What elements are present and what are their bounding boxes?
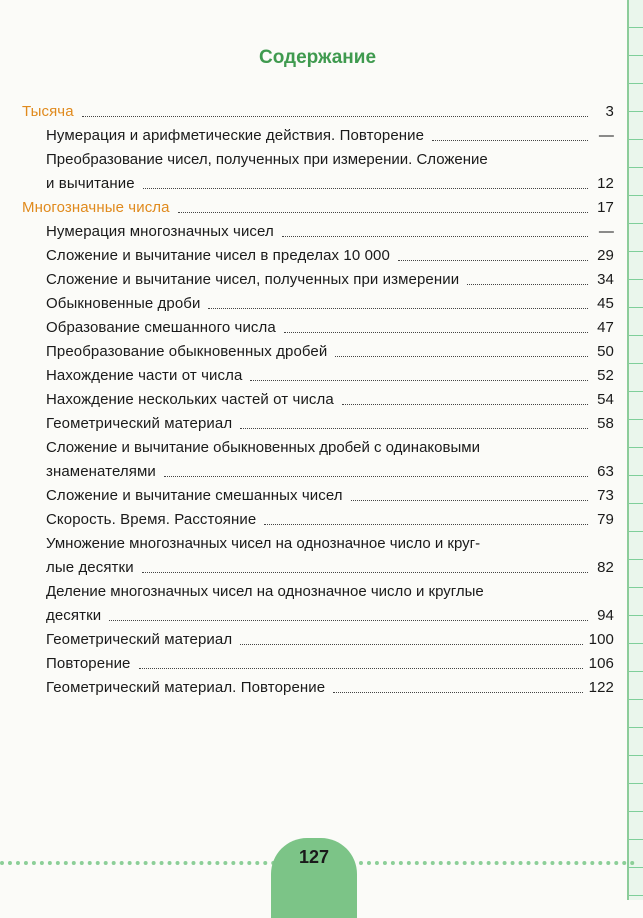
toc-entry-multiline[interactable] xyxy=(22,148,614,196)
page-number-tab xyxy=(271,838,357,918)
toc-page-number: 79 xyxy=(597,511,614,528)
toc-section-multidigit[interactable] xyxy=(22,196,614,220)
toc-entry-label: лые десятки xyxy=(46,559,134,576)
toc-entry-label: Сложение и вычитание смешанных чисел xyxy=(46,487,343,504)
dot-leader xyxy=(284,332,588,333)
page-title: Содержание xyxy=(258,47,377,68)
toc-page-number: 47 xyxy=(597,319,614,336)
toc-entry-label: Преобразование обыкновенных дробей xyxy=(46,343,328,360)
toc-entry-label: Геометрический материал xyxy=(46,631,233,648)
dot-leader xyxy=(467,284,588,285)
dot-leader xyxy=(178,212,588,213)
toc-entry-label: Нахождение части от числа xyxy=(46,367,243,384)
toc-page-number: 34 xyxy=(597,271,614,288)
toc-entry-label: знаменателями xyxy=(46,463,156,480)
dot-leader xyxy=(351,500,588,501)
dot-leader xyxy=(333,692,582,693)
toc-entry[interactable] xyxy=(22,412,614,436)
toc-entry-multiline[interactable] xyxy=(22,532,614,580)
toc-entry-label: Скорость. Время. Расстояние xyxy=(46,511,257,528)
toc-entry[interactable] xyxy=(22,628,614,652)
toc-entry[interactable] xyxy=(22,220,614,244)
toc-entry[interactable] xyxy=(22,676,614,700)
toc-entry-label: Обыкновенные дроби xyxy=(46,295,201,312)
dot-leader xyxy=(82,116,588,117)
dot-leader xyxy=(143,188,588,189)
toc-entry[interactable] xyxy=(22,124,614,148)
toc-entry[interactable] xyxy=(22,268,614,292)
toc-page-number: 82 xyxy=(597,559,614,576)
toc-entry-label: Образование смешанного числа xyxy=(46,319,276,336)
toc-entry[interactable] xyxy=(22,244,614,268)
page-number: 127 xyxy=(298,847,330,867)
toc-entry[interactable] xyxy=(22,652,614,676)
toc-entry[interactable] xyxy=(22,292,614,316)
toc-page-number: 52 xyxy=(597,367,614,384)
toc-entry-label: Многозначные числа xyxy=(22,199,170,216)
toc-page-number: — xyxy=(598,223,614,240)
toc-entry-label: Нумерация и арифметические действия. Повторение xyxy=(46,127,425,144)
dot-leader xyxy=(164,476,588,477)
dot-leader xyxy=(264,524,588,525)
dot-leader xyxy=(250,380,588,381)
toc-page-number: 94 xyxy=(597,607,614,624)
notebook-margin-strip xyxy=(627,0,643,900)
dot-leader xyxy=(282,236,588,237)
toc-entry-label: Геометрический материал xyxy=(46,415,233,432)
dot-leader xyxy=(139,668,583,669)
toc-page-number: 50 xyxy=(597,343,614,360)
toc-page-number: 54 xyxy=(597,391,614,408)
toc-page-number: — xyxy=(598,127,614,144)
toc-page-number: 63 xyxy=(597,463,614,480)
toc-page-number: 45 xyxy=(597,295,614,312)
toc-entry[interactable] xyxy=(22,340,614,364)
dot-leader xyxy=(142,572,588,573)
toc-page-number: 100 xyxy=(588,631,614,648)
toc-page-number: 122 xyxy=(588,679,614,696)
toc-entry[interactable] xyxy=(22,388,614,412)
dot-leader xyxy=(398,260,588,261)
toc-page-number: 73 xyxy=(597,487,614,504)
toc-entry-label-line1: Деление многозначных чисел на однозначное число и круглые xyxy=(46,583,484,600)
table-of-contents xyxy=(22,100,614,700)
dot-leader xyxy=(335,356,588,357)
dot-leader xyxy=(109,620,588,621)
toc-page-number: 58 xyxy=(597,415,614,432)
dot-leader xyxy=(240,428,588,429)
toc-entry-multiline[interactable] xyxy=(22,580,614,628)
toc-entry-label: Нахождение нескольких частей от числа xyxy=(46,391,334,408)
toc-entry-label: Нумерация многозначных чисел xyxy=(46,223,274,240)
dot-leader xyxy=(432,140,588,141)
toc-entry[interactable] xyxy=(22,316,614,340)
toc-page-number: 17 xyxy=(597,199,614,216)
toc-section-thousand[interactable] xyxy=(22,100,614,124)
toc-entry-label: Тысяча xyxy=(22,103,74,120)
toc-entry-label-line1: Умножение многозначных чисел на однозначное число и круг- xyxy=(46,535,481,552)
toc-page-number: 12 xyxy=(597,175,614,192)
toc-page-number: 3 xyxy=(605,103,614,120)
toc-entry[interactable] xyxy=(22,508,614,532)
toc-entry-label: Повторение xyxy=(46,655,131,672)
toc-entry-label: Сложение и вычитание чисел в пределах 10 000 xyxy=(46,247,390,264)
dot-leader xyxy=(240,644,582,645)
toc-entry[interactable] xyxy=(22,484,614,508)
toc-entry-label: и вычитание xyxy=(46,175,135,192)
dot-leader xyxy=(208,308,588,309)
toc-entry-multiline[interactable] xyxy=(22,436,614,484)
toc-entry-label: Сложение и вычитание чисел, полученных при измерении xyxy=(46,271,460,288)
toc-entry-label: Геометрический материал. Повторение xyxy=(46,679,326,696)
toc-entry-label-line1: Сложение и вычитание обыкновенных дробей с одинаковыми xyxy=(46,439,480,456)
toc-page-number: 29 xyxy=(597,247,614,264)
toc-entry[interactable] xyxy=(22,364,614,388)
toc-entry-label: десятки xyxy=(46,607,102,624)
toc-page-number: 106 xyxy=(588,655,614,672)
toc-entry-label-line1: Преобразование чисел, полученных при измерении. Сложение xyxy=(46,151,488,168)
dot-leader xyxy=(342,404,588,405)
